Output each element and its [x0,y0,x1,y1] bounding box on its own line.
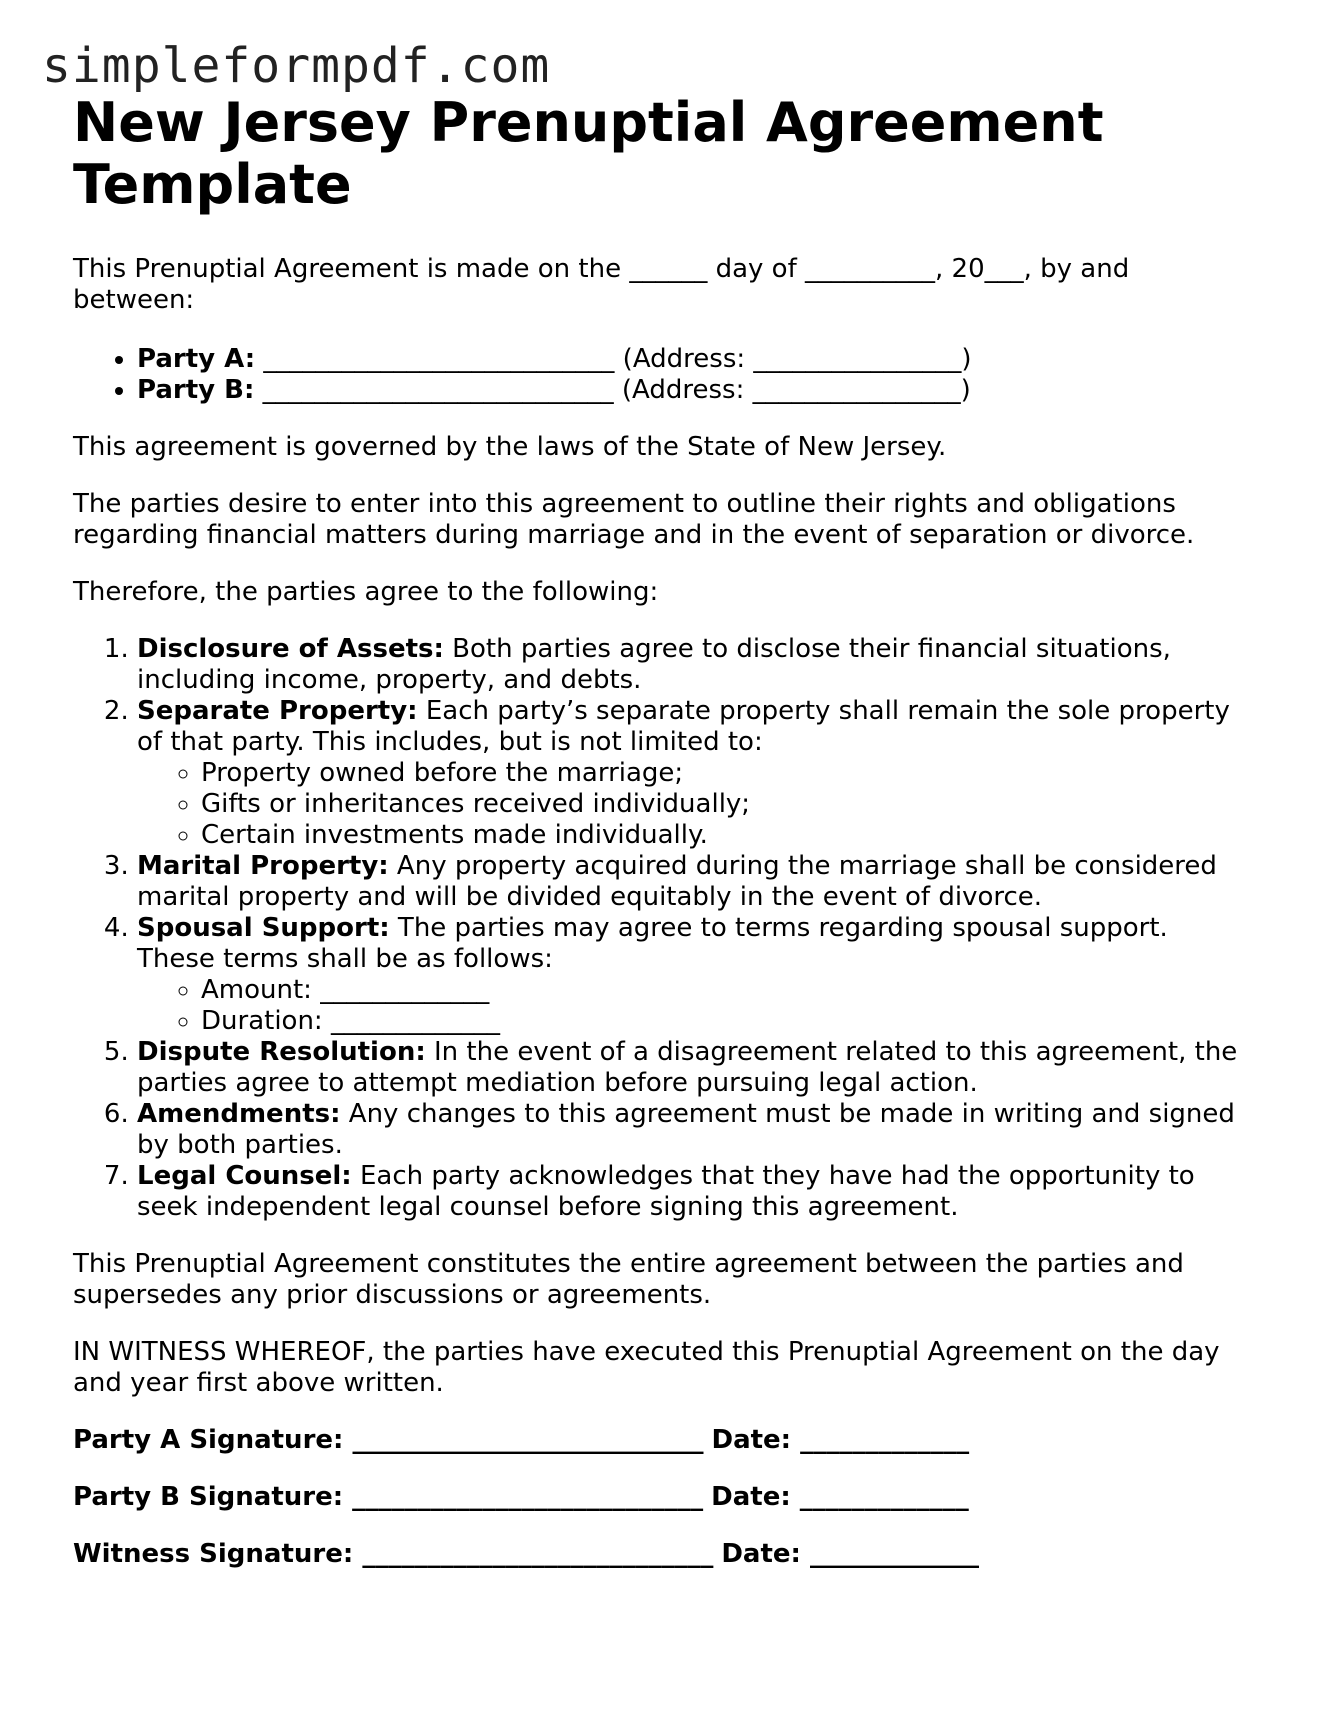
term-heading: Marital Property: [137,851,389,881]
date-label: Date: _____________ [711,1482,969,1512]
term-sublist [137,758,1253,851]
watermark: simpleformpdf.com [42,38,551,94]
term-text: Each party’s separate property shall remain the sole property of that party. This includes, but is not limited to: [137,696,1230,757]
term-text: The parties may agree to terms regarding spousal support. These terms shall be as follows: [137,913,1168,974]
parties-list [73,344,1253,406]
date-label: Date: _____________ [711,1425,970,1455]
entire-agreement-paragraph: This Prenuptial Agreement constitutes the entire agreement between the parties and supersedes any prior discussions or agreements. [73,1249,1184,1310]
intro-paragraph: This Prenuptial Agreement is made on the ______ day of __________, 20___, by and between: [73,254,1130,315]
signature-label: Party A Signature: ___________________________ [73,1425,704,1455]
party-b-label: Party B: [137,375,255,405]
term-text: In the event of a disagreement related to this agreement, the parties agree to attempt mediation before pursuing legal action. [137,1037,1238,1098]
term-text: Any changes to this agreement must be made in writing and signed by both parties. [137,1099,1235,1160]
party-b-blank: ___________________________ (Address: ________________) [254,375,971,405]
term-text: Each party acknowledges that they have had the opportunity to seek independent legal counsel before signing this agreement. [137,1161,1195,1222]
therefore-paragraph: Therefore, the parties agree to the following: [73,577,659,607]
sub-item: ◦ Duration: _____________ [201,1006,1253,1037]
term-heading: Amendments: [137,1099,341,1129]
signature-line-witness [73,1539,1253,1570]
term-heading: Legal Counsel: [137,1161,352,1191]
signature-line-party-b [73,1482,1253,1513]
term-heading: Separate Property: [137,696,418,726]
party-a-label: Party A: [137,344,256,374]
date-label: Date: _____________ [721,1539,979,1569]
party-a-blank: ___________________________ (Address: ________________) [255,344,972,374]
term-heading: Spousal Support: [137,913,390,943]
term-item [137,1161,1253,1223]
sub-item: ◦ Gifts or inheritances received individually; [201,789,1253,820]
sub-item: ◦ Property owned before the marriage; [201,758,1253,789]
term-item [137,913,1253,1037]
signature-line-party-a [73,1425,1253,1456]
term-text: Both parties agree to disclose their financial situations, including income, property, and debts. [137,634,1171,695]
document-page [73,92,1253,1570]
signature-label: Party B Signature: ___________________________ [73,1482,704,1512]
witness-clause-paragraph: IN WITNESS WHEREOF, the parties have executed this Prenuptial Agreement on the day and year first above written. [73,1337,1220,1398]
term-item [137,1037,1253,1099]
term-heading: Disclosure of Assets: [137,634,444,664]
terms-list [73,634,1253,1223]
party-b-item [137,375,1253,406]
purpose-paragraph: The parties desire to enter into this agreement to outline their rights and obligations regarding financial matters during marriage and in the event of separation or divorce. [73,489,1195,550]
term-item [137,634,1253,696]
sub-item: ◦ Amount: _____________ [201,975,1253,1006]
term-item [137,1099,1253,1161]
term-heading: Dispute Resolution: [137,1037,426,1067]
term-sublist [137,975,1253,1037]
term-item [137,696,1253,851]
page-title: New Jersey Prenuptial Agreement Template [73,91,1104,216]
governing-law-paragraph: This agreement is governed by the laws of the State of New Jersey. [73,432,947,462]
sub-item: ◦ Certain investments made individually. [201,820,1253,851]
party-a-item [137,344,1253,375]
signature-label: Witness Signature: ___________________________ [73,1539,714,1569]
term-item [137,851,1253,913]
term-text: Any property acquired during the marriage shall be considered marital property and will be divided equitably in the event of divorce. [137,851,1217,912]
